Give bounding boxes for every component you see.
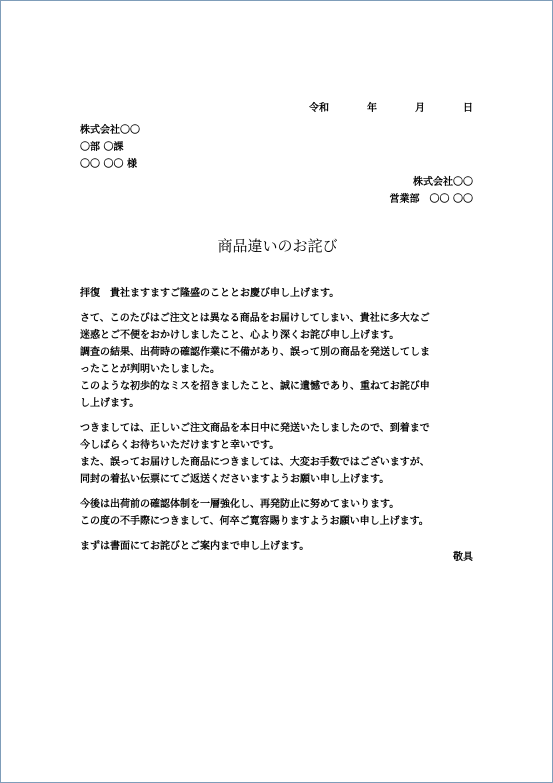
body-line: し上げます。 — [80, 398, 140, 409]
body-line: まずは書面にてお詫びとご案内まで申し上げます。 — [80, 541, 310, 552]
sender-company: 株式会社〇〇 — [413, 177, 473, 188]
body-line: 迷惑とご不便をおかけしましたこと、心より深くお詫び申し上げます。 — [80, 330, 400, 341]
body-line: ったことが判明いたしました。 — [80, 364, 220, 375]
body-line: 今しばらくお待ちいただけますと幸いです。 — [80, 440, 280, 451]
letter-title: 商品違いのお詫び — [217, 237, 338, 255]
body-line: 同封の着払い伝票にてご返送くださいますようお願い申し上げます。 — [80, 474, 390, 485]
body-line: つきましては、正しいご注文商品を本日中に発送いたしましたので、到着まで — [80, 423, 430, 434]
date-era: 令和 — [309, 103, 329, 114]
body-line: この度の不手際につきまして、何卒ご寛容賜りますようお願い申し上げます。 — [80, 516, 429, 527]
recipient-person: 〇〇 〇〇 様 — [80, 159, 137, 170]
closing-remark: 敬具 — [453, 552, 473, 563]
body-line: さて、このたびはご注文とは異なる商品をお届けしてしまい、貴社に多大なご — [80, 313, 430, 324]
date-month: 月 — [415, 103, 425, 114]
body-line: 拝復 貴社ますますご隆盛のこととお慶び申し上げます。 — [80, 288, 340, 299]
sender-department-person: 営業部 〇〇 〇〇 — [389, 194, 473, 205]
body-line: このような初歩的なミスを招きましたこと、誠に遺憾であり、重ねてお詫び申 — [80, 381, 430, 392]
recipient-company: 株式会社〇〇 — [80, 125, 140, 136]
body-line: また、誤ってお届けした商品につきましては、大変お手数ではございますが、 — [80, 457, 430, 468]
body-line: 調査の結果、出荷時の確認作業に不備があり、誤って別の商品を発送してしま — [80, 347, 430, 358]
date-year: 年 — [367, 103, 377, 114]
date-day: 日 — [463, 103, 473, 114]
letter-body — [80, 285, 480, 555]
body-line: 今後は出荷前の確認体制を一層強化し、再発防止に努めてまいります。 — [80, 499, 400, 510]
recipient-department: 〇部 〇課 — [80, 142, 124, 153]
date-line — [309, 103, 473, 115]
